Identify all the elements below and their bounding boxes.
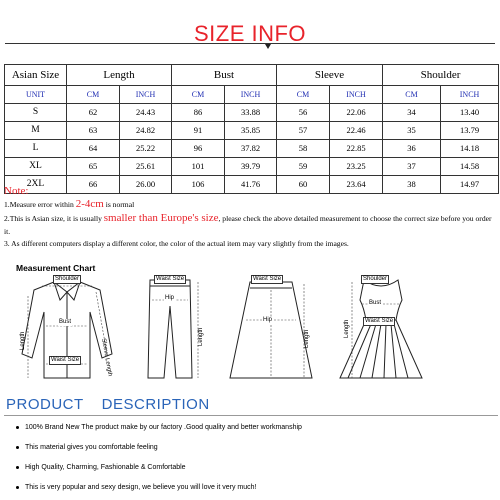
pants-outline-icon bbox=[132, 274, 207, 384]
bullet-icon bbox=[16, 466, 19, 469]
table-cell: 101 bbox=[172, 158, 225, 176]
table-cell: 96 bbox=[172, 140, 225, 158]
length-label: Length bbox=[344, 319, 350, 338]
unit-inch: INCH bbox=[441, 86, 499, 104]
note-3: 3. As different computers display a different color, the color of the actual item may vary slightly from the images. bbox=[4, 239, 349, 249]
header-divider bbox=[5, 43, 495, 44]
caret-down-icon bbox=[265, 44, 271, 49]
table-cell: 39.79 bbox=[225, 158, 277, 176]
table-cell: 24.43 bbox=[120, 104, 172, 122]
note-1-text: 1.Measure error within bbox=[4, 200, 76, 209]
header-bust: Bust bbox=[172, 65, 277, 86]
table-cell: 13.79 bbox=[441, 122, 499, 140]
note-2-text: 2.This is Asian size, it is usually bbox=[4, 213, 104, 223]
table-cell: 57 bbox=[277, 122, 330, 140]
unit-cm: CM bbox=[277, 86, 330, 104]
waist-size-tag: Waist Size bbox=[365, 318, 394, 324]
table-cell: 34 bbox=[383, 104, 441, 122]
bullet-icon bbox=[16, 486, 19, 489]
size-info-title: SIZE INFO bbox=[193, 21, 307, 46]
title-description: DESCRIPTION bbox=[101, 396, 210, 413]
table-cell: 37 bbox=[383, 158, 441, 176]
note-1-text-end: is normal bbox=[103, 200, 135, 209]
table-header-row bbox=[5, 65, 499, 86]
dress-outline-icon bbox=[326, 274, 436, 384]
table-cell: 60 bbox=[277, 176, 330, 194]
bullet-icon bbox=[16, 426, 19, 429]
table-cell: 56 bbox=[277, 104, 330, 122]
bust-tag: Bust bbox=[369, 300, 382, 306]
skirt-figure bbox=[220, 274, 320, 384]
table-cell: 22.85 bbox=[330, 140, 383, 158]
feature-text: This material gives you comfortable feeling bbox=[25, 444, 158, 451]
table-cell: 25.22 bbox=[120, 140, 172, 158]
header-length: Length bbox=[67, 65, 172, 86]
table-cell: 22.46 bbox=[330, 122, 383, 140]
title-product: PRODUCT bbox=[6, 396, 84, 413]
hip-tag: Hip bbox=[165, 295, 175, 301]
table-cell: 24.82 bbox=[120, 122, 172, 140]
table-cell: 62 bbox=[67, 104, 120, 122]
size-table bbox=[4, 64, 499, 194]
waist-size-tag: Waist Size bbox=[51, 357, 80, 363]
shoulder-tag: Shoulder bbox=[363, 276, 388, 282]
header-asian-size: Asian Size bbox=[5, 65, 67, 86]
note-1-highlight: 2-4cm bbox=[75, 198, 104, 210]
table-cell: 63 bbox=[67, 122, 120, 140]
table-cell: 66 bbox=[67, 176, 120, 194]
table-row bbox=[5, 140, 499, 158]
hip-tag: Hip bbox=[263, 317, 273, 323]
shirt-figure bbox=[12, 274, 122, 384]
table-cell: 22.06 bbox=[330, 104, 383, 122]
notes-section bbox=[4, 184, 498, 251]
sleeve-length-label: Sleeve Length bbox=[100, 338, 113, 377]
bullet-icon bbox=[16, 446, 19, 449]
table-cell: 65 bbox=[67, 158, 120, 176]
unit-cm: CM bbox=[383, 86, 441, 104]
table-cell: 14.18 bbox=[441, 140, 499, 158]
size-cell: XL bbox=[5, 158, 67, 176]
feature-text: This is very popular and sexy design, we believe you will love it very much! bbox=[25, 484, 257, 491]
length-label: Length bbox=[198, 327, 204, 346]
note-1 bbox=[4, 198, 498, 212]
notes-title: Note: bbox=[4, 185, 29, 197]
table-unit-row bbox=[5, 86, 499, 104]
unit-inch: INCH bbox=[120, 86, 172, 104]
length-label: Length bbox=[304, 329, 310, 348]
header-shoulder: Shoulder bbox=[383, 65, 499, 86]
dress-figure bbox=[326, 274, 436, 384]
unit-cm: CM bbox=[67, 86, 120, 104]
note-2-highlight: smaller than Europe's size bbox=[103, 211, 219, 224]
table-row bbox=[5, 158, 499, 176]
table-cell: 91 bbox=[172, 122, 225, 140]
table-cell: 59 bbox=[277, 158, 330, 176]
waist-size-tag: Waist Size bbox=[253, 276, 282, 282]
unit-cm: CM bbox=[172, 86, 225, 104]
size-cell: 2XL bbox=[5, 176, 67, 194]
size-cell: M bbox=[5, 122, 67, 140]
table-cell: 26.00 bbox=[120, 176, 172, 194]
header-sleeve: Sleeve bbox=[277, 65, 383, 86]
size-cell: S bbox=[5, 104, 67, 122]
table-cell: 25.61 bbox=[120, 158, 172, 176]
table-cell: 58 bbox=[277, 140, 330, 158]
table-cell: 13.40 bbox=[441, 104, 499, 122]
table-cell: 38 bbox=[383, 176, 441, 194]
unit-inch: INCH bbox=[225, 86, 277, 104]
table-cell: 41.76 bbox=[225, 176, 277, 194]
table-cell: 106 bbox=[172, 176, 225, 194]
size-cell: L bbox=[5, 140, 67, 158]
feature-text: 100% Brand New The product make by our factory .Good quality and better workmanship bbox=[25, 424, 302, 431]
table-cell: 33.88 bbox=[225, 104, 277, 122]
table-cell: 37.82 bbox=[225, 140, 277, 158]
pants-figure bbox=[132, 274, 207, 384]
table-cell: 35 bbox=[383, 122, 441, 140]
measurement-chart-title: Measurement Chart bbox=[16, 263, 96, 273]
description-divider bbox=[4, 415, 498, 416]
table-cell: 36 bbox=[383, 140, 441, 158]
note-2 bbox=[4, 212, 498, 239]
shoulder-tag: Shoulder bbox=[55, 276, 80, 282]
table-row bbox=[5, 104, 499, 122]
table-cell: 64 bbox=[67, 140, 120, 158]
product-description-title bbox=[6, 396, 228, 413]
note-2-text-end: , please check the above detailed measurement to choose the correct size before you order it. bbox=[4, 213, 492, 236]
unit-label: UNIT bbox=[5, 86, 67, 104]
table-cell: 86 bbox=[172, 104, 225, 122]
bust-tag: Bust bbox=[59, 319, 72, 325]
table-row bbox=[5, 122, 499, 140]
unit-inch: INCH bbox=[330, 86, 383, 104]
length-label: Length bbox=[20, 331, 26, 350]
table-cell: 14.97 bbox=[441, 176, 499, 194]
table-cell: 35.85 bbox=[225, 122, 277, 140]
table-cell: 23.25 bbox=[330, 158, 383, 176]
table-cell: 14.58 bbox=[441, 158, 499, 176]
table-cell: 23.64 bbox=[330, 176, 383, 194]
waist-size-tag: Waist Size bbox=[156, 276, 185, 282]
feature-text: High Quality, Charming, Fashionable & Comfortable bbox=[25, 464, 186, 471]
